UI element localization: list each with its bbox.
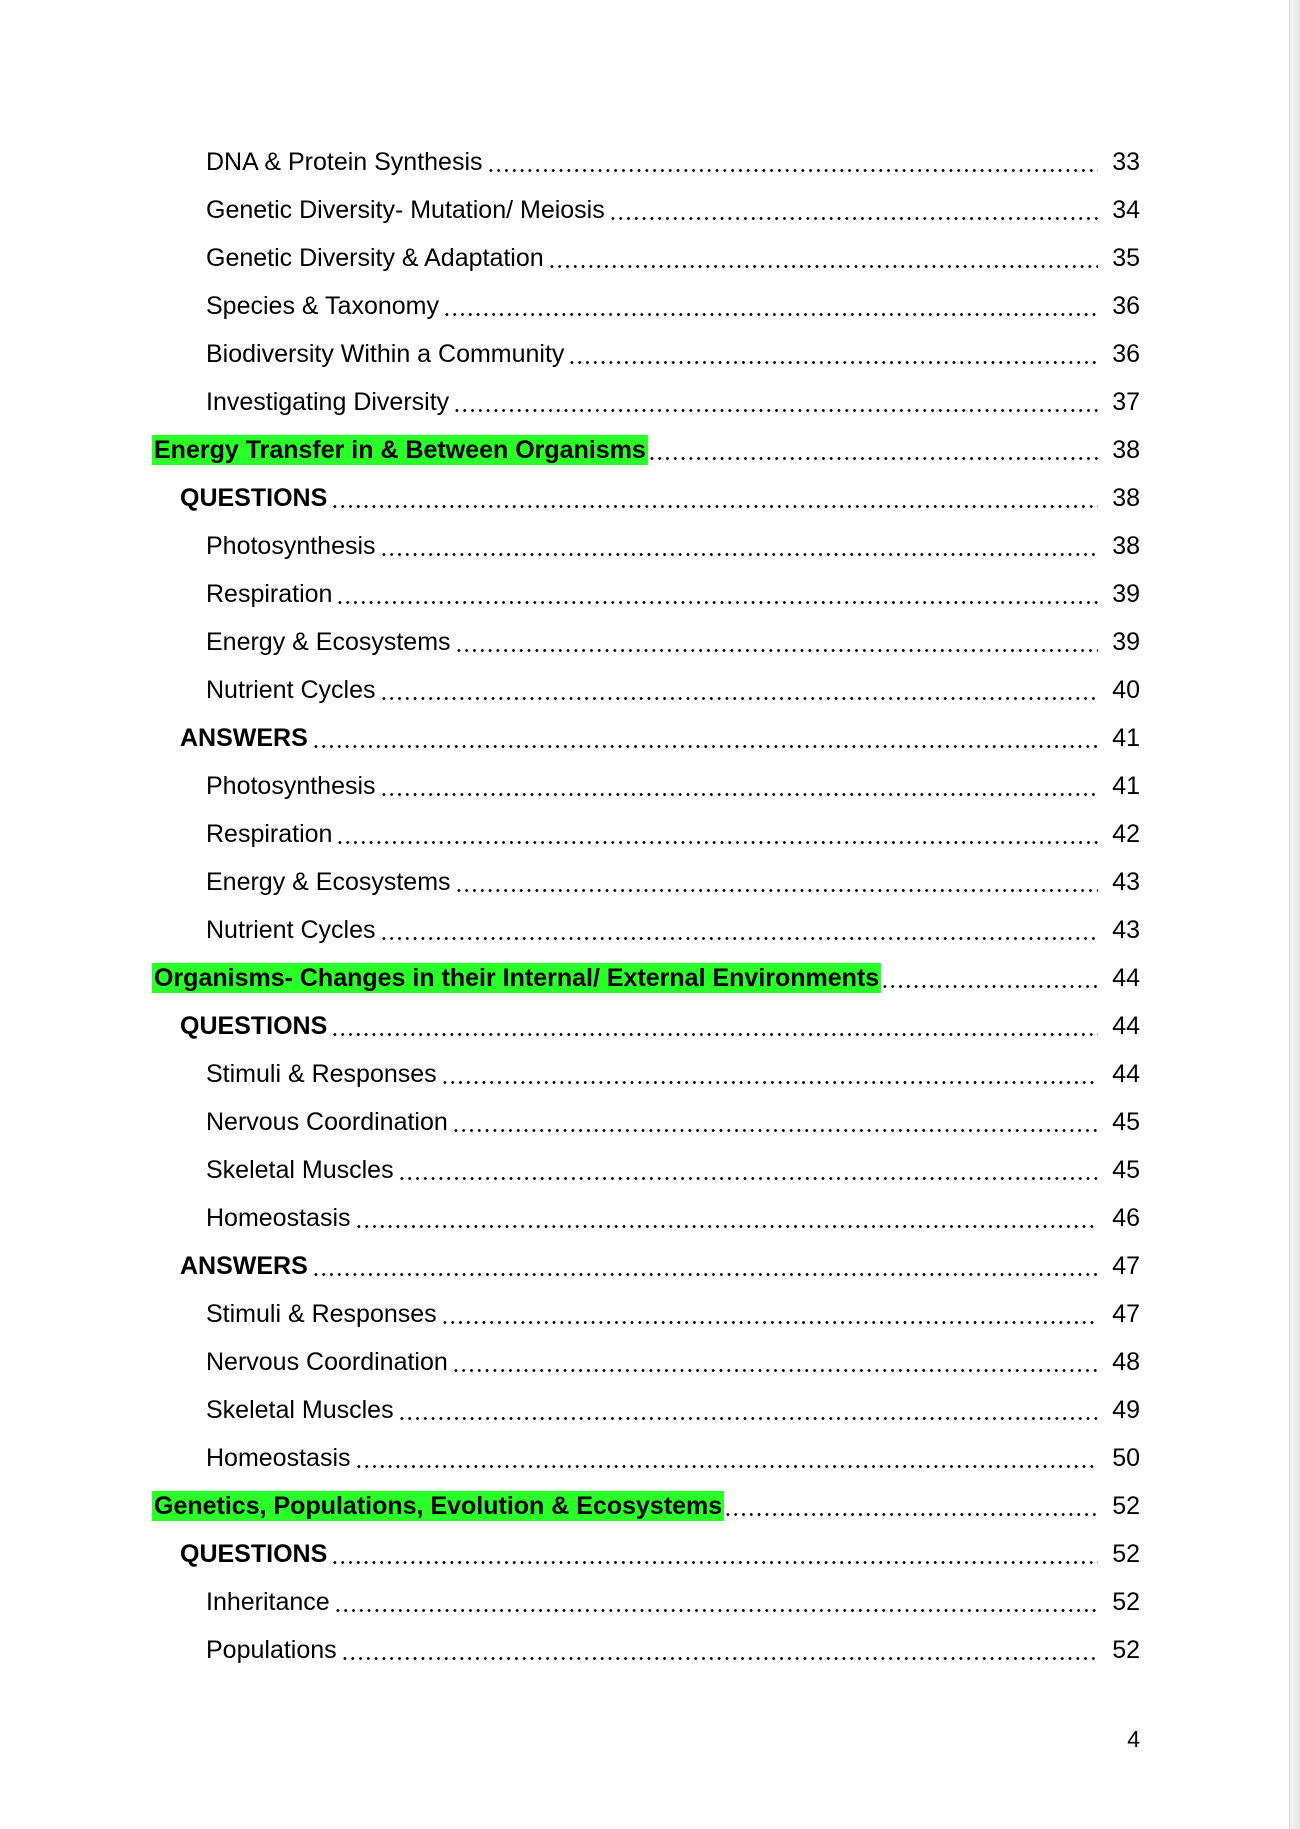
toc-entry-label: Populations — [206, 1636, 337, 1664]
dot-leader — [336, 819, 1098, 845]
toc-entry-page: 38 — [1112, 532, 1140, 560]
dot-leader — [355, 1203, 1099, 1229]
dot-leader — [380, 915, 1099, 941]
toc-entry-stimuli-responses[interactable] — [206, 1295, 1140, 1329]
toc-entry-page: 41 — [1112, 724, 1140, 752]
toc-entry-page: 50 — [1112, 1444, 1140, 1472]
toc-entry-page: 47 — [1112, 1300, 1140, 1328]
toc-entry-skeletal-muscles[interactable] — [206, 1391, 1140, 1425]
toc-entry-energy-ecosystems[interactable] — [206, 863, 1140, 897]
toc-entry-label: Nervous Coordination — [206, 1108, 448, 1136]
dot-leader — [455, 627, 1098, 653]
dot-leader — [881, 963, 1098, 989]
page-number: 4 — [1127, 1726, 1140, 1752]
dot-leader — [355, 1443, 1099, 1469]
dot-leader — [380, 771, 1098, 797]
toc-entry-label: Genetic Diversity & Adaptation — [206, 244, 544, 272]
toc-entry-photosynthesis[interactable] — [206, 767, 1140, 801]
toc-entry-inheritance[interactable] — [206, 1583, 1140, 1617]
toc-entry-page: 52 — [1112, 1588, 1140, 1616]
toc-entry-label: DNA & Protein Synthesis — [206, 148, 483, 176]
toc-entry-page: 39 — [1112, 580, 1140, 608]
dot-leader — [341, 1635, 1098, 1661]
toc-entry-label: Skeletal Muscles — [206, 1396, 394, 1424]
toc-subsection-questions[interactable] — [180, 1007, 1140, 1041]
dot-leader — [380, 531, 1098, 557]
toc-section-organisms-changes[interactable] — [152, 959, 1140, 993]
toc-entry-page: 41 — [1112, 772, 1140, 800]
dot-leader — [331, 1539, 1098, 1565]
toc-entry-label: Photosynthesis — [206, 532, 376, 560]
toc-entry-page: 36 — [1112, 340, 1140, 368]
toc-entry-investigating-diversity[interactable] — [206, 383, 1140, 417]
dot-leader — [441, 1059, 1098, 1085]
dot-leader — [398, 1155, 1098, 1181]
toc-entry-dna-protein-synthesis[interactable] — [206, 143, 1140, 177]
toc-entry-page: 44 — [1112, 1060, 1140, 1088]
toc-entry-label: Species & Taxonomy — [206, 292, 439, 320]
dot-leader — [443, 291, 1098, 317]
toc-entry-page: 42 — [1112, 820, 1140, 848]
toc-entry-page: 52 — [1112, 1492, 1140, 1520]
toc-entry-label: Homeostasis — [206, 1204, 351, 1232]
toc-entry-page: 44 — [1112, 964, 1140, 992]
dot-leader — [648, 435, 1098, 461]
toc-entry-page: 44 — [1112, 1012, 1140, 1040]
toc-subsection-label: QUESTIONS — [180, 1540, 328, 1568]
toc-entry-label: Genetic Diversity- Mutation/ Meiosis — [206, 196, 605, 224]
toc-subsection-questions[interactable] — [180, 1535, 1140, 1569]
toc-subsection-questions[interactable] — [180, 479, 1140, 513]
toc-entry-respiration[interactable] — [206, 575, 1140, 609]
toc-entry-page: 43 — [1112, 868, 1140, 896]
dot-leader — [380, 675, 1099, 701]
dot-leader — [331, 483, 1098, 509]
toc-entry-skeletal-muscles[interactable] — [206, 1151, 1140, 1185]
toc-entry-label: Inheritance — [206, 1588, 330, 1616]
toc-entry-page: 52 — [1112, 1636, 1140, 1664]
toc-subsection-label: QUESTIONS — [180, 484, 328, 512]
toc-entry-label: Respiration — [206, 820, 333, 848]
toc-entry-label: Respiration — [206, 580, 333, 608]
toc-entry-homeostasis[interactable] — [206, 1439, 1140, 1473]
toc-entry-nervous-coordination[interactable] — [206, 1103, 1140, 1137]
toc-entry-biodiversity-within-a-community[interactable] — [206, 335, 1140, 369]
toc-entry-page: 34 — [1112, 196, 1140, 224]
toc-subsection-label: QUESTIONS — [180, 1012, 328, 1040]
toc-entry-page: 33 — [1112, 148, 1140, 176]
toc-entry-label: Energy & Ecosystems — [206, 628, 451, 656]
toc-entry-nutrient-cycles[interactable] — [206, 671, 1140, 705]
toc-entry-page: 47 — [1112, 1252, 1140, 1280]
dot-leader — [455, 867, 1098, 893]
toc-entry-page: 38 — [1112, 436, 1140, 464]
toc-section-label: Energy Transfer in & Between Organisms — [154, 436, 646, 464]
dot-leader — [312, 1251, 1098, 1277]
toc-entry-page: 36 — [1112, 292, 1140, 320]
dot-leader — [452, 1347, 1098, 1373]
toc-section-energy-transfer[interactable] — [152, 431, 1140, 465]
toc-entry-label: Investigating Diversity — [206, 388, 450, 416]
dot-leader — [724, 1491, 1098, 1517]
toc-entry-page: 43 — [1112, 916, 1140, 944]
dot-leader — [609, 195, 1098, 221]
toc-entry-respiration[interactable] — [206, 815, 1140, 849]
toc-section-genetics-populations[interactable] — [152, 1487, 1140, 1521]
dot-leader — [334, 1587, 1098, 1613]
toc-entry-nervous-coordination[interactable] — [206, 1343, 1140, 1377]
toc-subsection-label: ANSWERS — [180, 724, 308, 752]
page-edge — [1289, 0, 1300, 1829]
toc-entry-energy-ecosystems[interactable] — [206, 623, 1140, 657]
toc-entry-label: Biodiversity Within a Community — [206, 340, 565, 368]
toc-entry-page: 45 — [1112, 1156, 1140, 1184]
dot-leader — [453, 387, 1098, 413]
toc-entry-page: 49 — [1112, 1396, 1140, 1424]
toc-entry-label: Homeostasis — [206, 1444, 351, 1472]
toc-section-label: Genetics, Populations, Evolution & Ecosystems — [154, 1492, 723, 1520]
toc-entry-label: Nervous Coordination — [206, 1348, 448, 1376]
toc-subsection-answers[interactable] — [180, 719, 1140, 753]
toc-entry-label: Skeletal Muscles — [206, 1156, 394, 1184]
toc-entry-page: 35 — [1112, 244, 1140, 272]
toc-subsection-answers[interactable] — [180, 1247, 1140, 1281]
toc-entry-populations[interactable] — [206, 1631, 1140, 1665]
dot-leader — [336, 579, 1098, 605]
toc-entry-nutrient-cycles[interactable] — [206, 911, 1140, 945]
toc-entry-page: 48 — [1112, 1348, 1140, 1376]
toc-entry-label: Energy & Ecosystems — [206, 868, 451, 896]
dot-leader — [487, 147, 1098, 173]
dot-leader — [312, 723, 1098, 749]
toc-subsection-label: ANSWERS — [180, 1252, 308, 1280]
toc-entry-label: Stimuli & Responses — [206, 1060, 437, 1088]
toc-entry-label: Nutrient Cycles — [206, 676, 376, 704]
dot-leader — [441, 1299, 1098, 1325]
toc-entry-page: 52 — [1112, 1540, 1140, 1568]
toc-entry-page: 39 — [1112, 628, 1140, 656]
toc-entry-genetic-diversity-mutation-meiosis[interactable] — [206, 191, 1140, 225]
toc-section-label: Organisms- Changes in their Internal/ External Environments — [154, 964, 880, 992]
dot-leader — [398, 1395, 1098, 1421]
toc-entry-label: Stimuli & Responses — [206, 1300, 437, 1328]
toc-entry-page: 38 — [1112, 484, 1140, 512]
toc-entry-page: 40 — [1112, 676, 1140, 704]
dot-leader — [568, 339, 1098, 365]
toc-entry-photosynthesis[interactable] — [206, 527, 1140, 561]
toc-entry-stimuli-responses[interactable] — [206, 1055, 1140, 1089]
toc-entry-label: Photosynthesis — [206, 772, 376, 800]
dot-leader — [331, 1011, 1098, 1037]
toc-entry-label: Nutrient Cycles — [206, 916, 376, 944]
dot-leader — [548, 243, 1098, 269]
toc-entry-page: 46 — [1112, 1204, 1140, 1232]
toc-entry-page: 37 — [1112, 388, 1140, 416]
toc-entry-homeostasis[interactable] — [206, 1199, 1140, 1233]
toc-entry-genetic-diversity-adaptation[interactable] — [206, 239, 1140, 273]
dot-leader — [452, 1107, 1098, 1133]
toc-entry-species-taxonomy[interactable] — [206, 287, 1140, 321]
toc-entry-page: 45 — [1112, 1108, 1140, 1136]
